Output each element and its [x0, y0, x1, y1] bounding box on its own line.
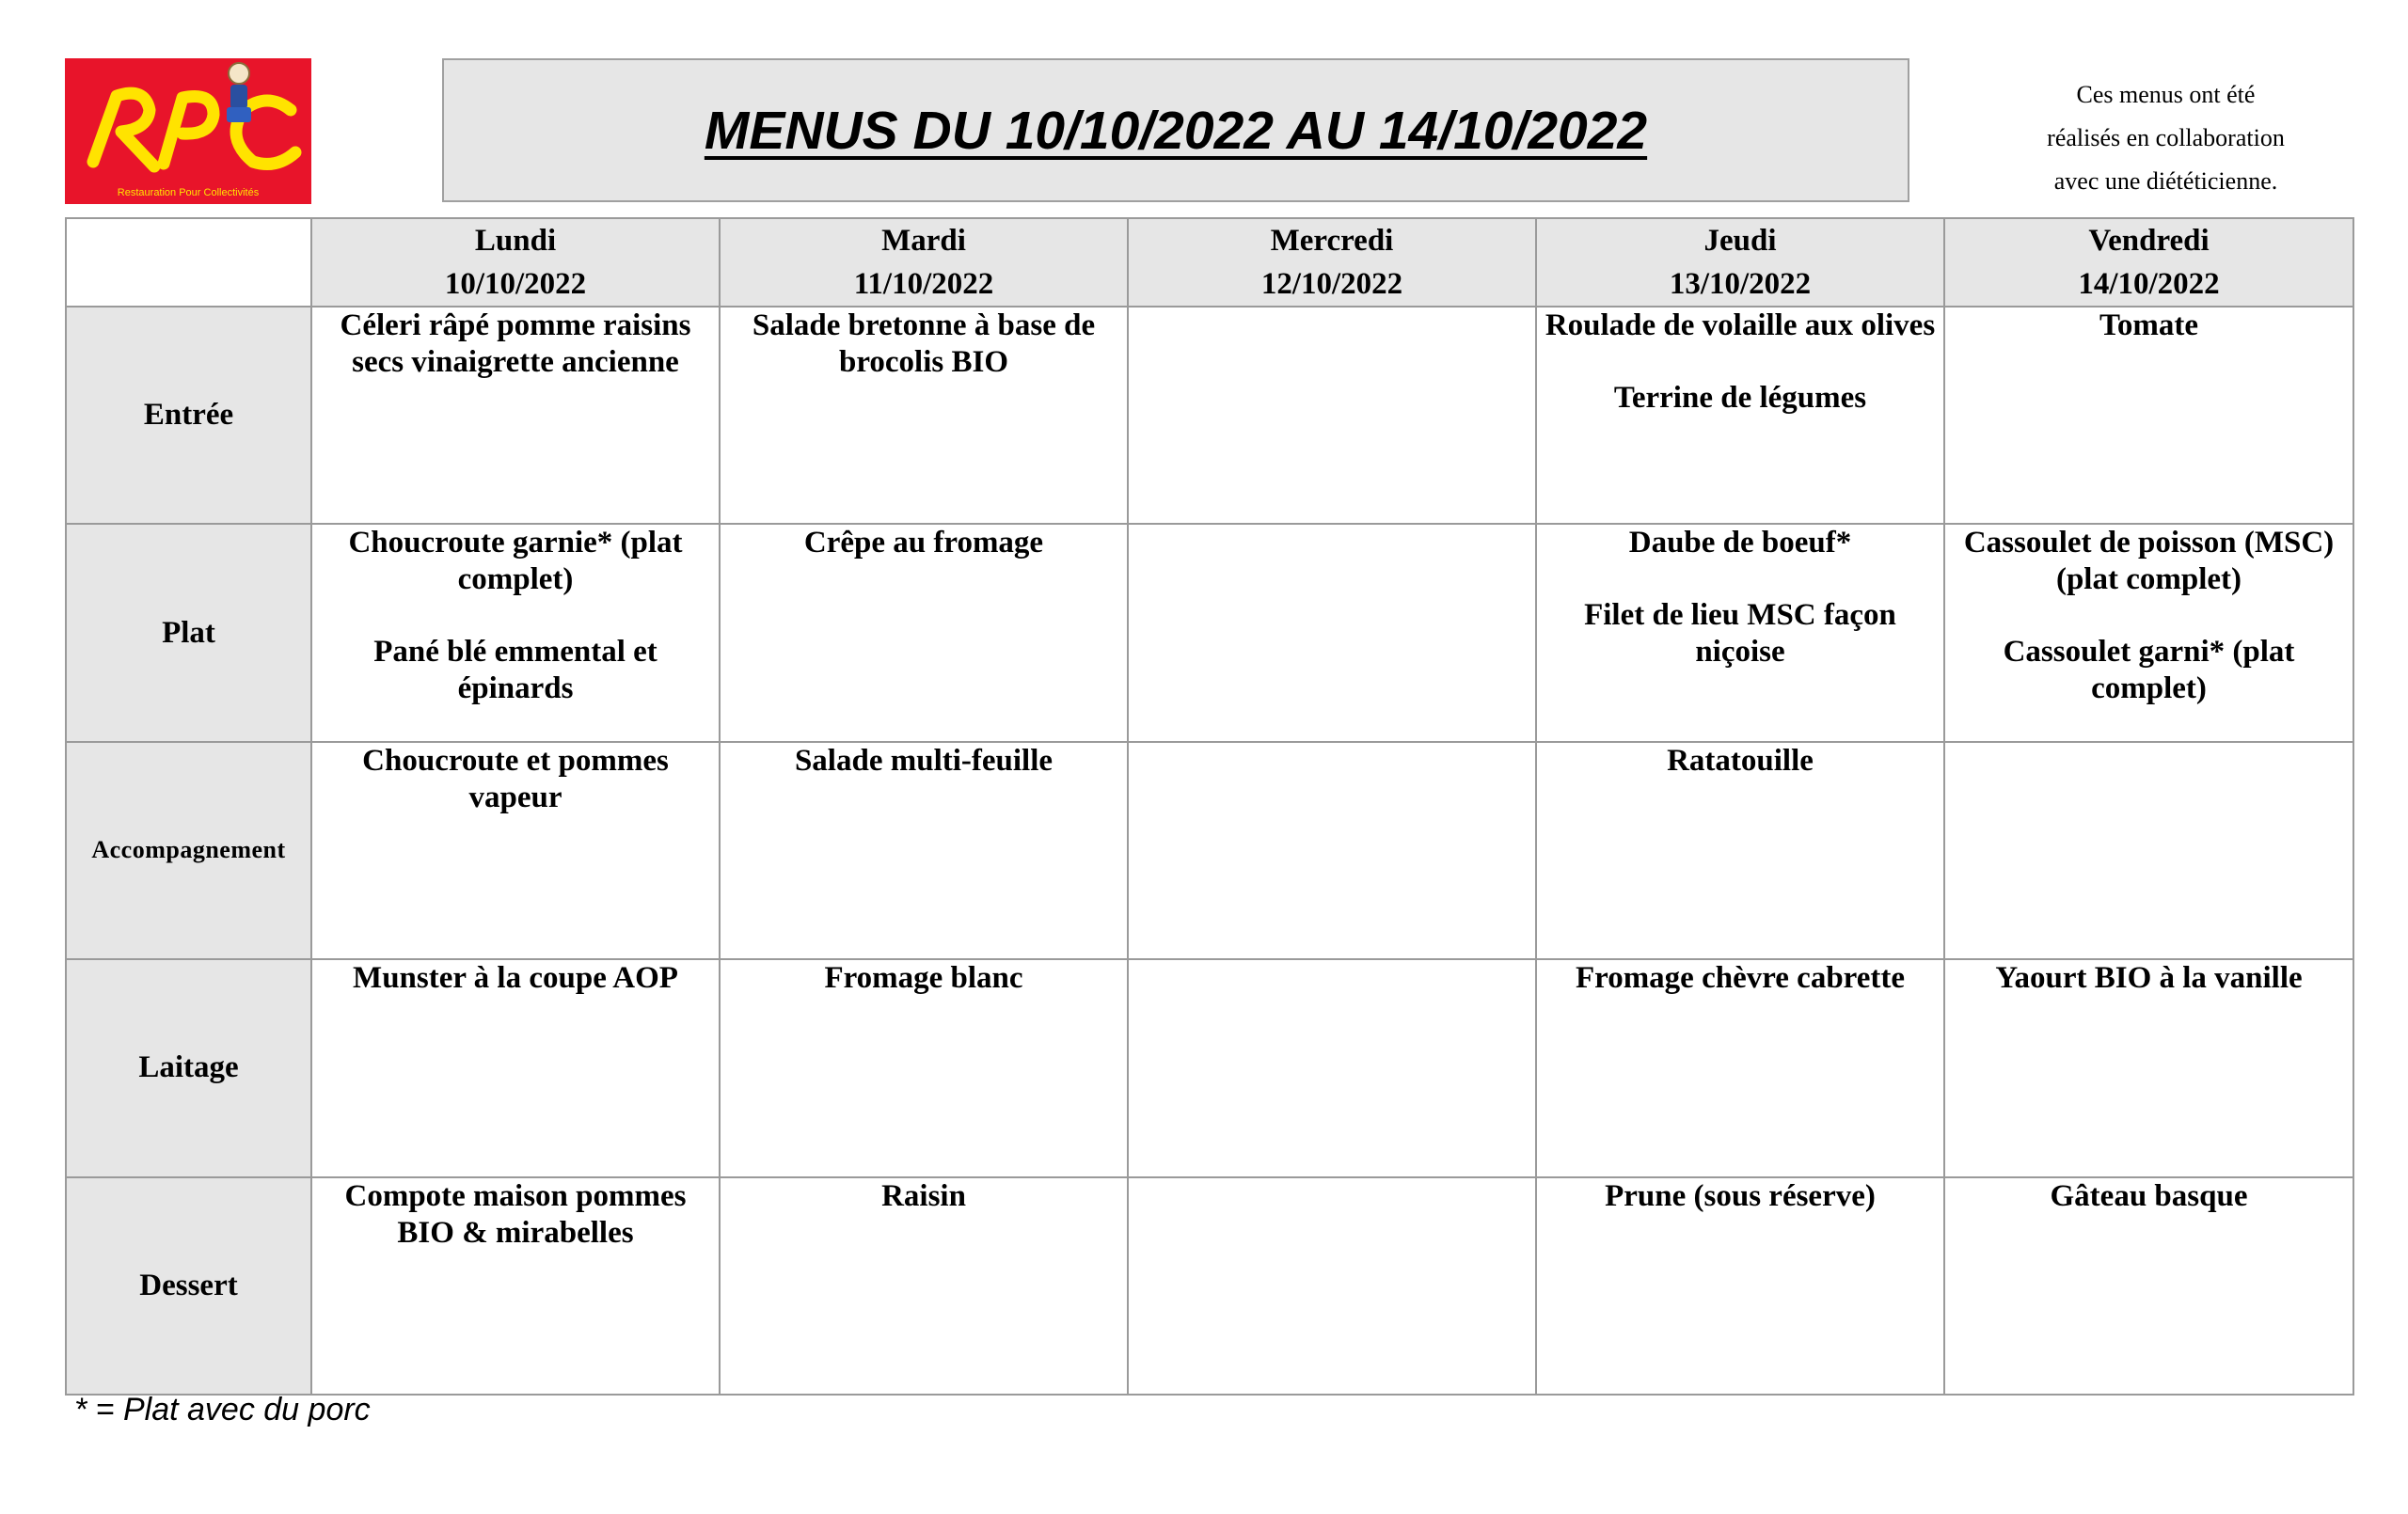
- menu-cell: [1536, 1177, 1944, 1395]
- dish: Yaourt BIO à la vanille: [1995, 961, 2303, 996]
- row-label: Dessert: [66, 1177, 311, 1395]
- menu-row-accompagnement: [66, 742, 2353, 959]
- logo-graphic: [65, 58, 311, 204]
- menu-cell: [1128, 307, 1536, 524]
- day-name: Lundi: [474, 224, 557, 258]
- dish: Tomate: [2099, 308, 2199, 342]
- day-header-mercredi: [1128, 218, 1536, 307]
- menu-row-laitage: [66, 959, 2353, 1176]
- menu-cell: [311, 524, 720, 741]
- menu-cell: [1128, 959, 1536, 1176]
- menu-cell: [1128, 524, 1536, 741]
- dish: Ratatouille: [1667, 743, 1814, 778]
- day-header-mardi: [720, 218, 1128, 307]
- dish: Crêpe au fromage: [803, 526, 1044, 560]
- dish: Munster à la coupe AOP: [353, 961, 678, 996]
- menu-cell: [1536, 524, 1944, 741]
- note-line: Ces menus ont été: [2076, 81, 2256, 108]
- menu-cell: [1944, 742, 2353, 959]
- dish: Choucroute et pommes vapeur: [362, 743, 669, 814]
- day-name: Vendredi: [2088, 224, 2210, 258]
- day-date: 14/10/2022: [2078, 267, 2220, 301]
- dish: Cassoulet garni* (plat complet): [2003, 635, 2295, 706]
- dish: Céleri râpé pomme raisins secs vinaigrette ancienne: [340, 308, 691, 379]
- menu-body: [66, 307, 2353, 1395]
- menu-cell: [720, 742, 1128, 959]
- menu-cell: [720, 1177, 1128, 1395]
- menu-cell: [1944, 307, 2353, 524]
- menu-cell: [720, 524, 1128, 741]
- page-title: MENUS DU 10/10/2022 AU 14/10/2022: [704, 100, 1648, 161]
- dish: Salade bretonne à base de brocolis BIO: [752, 308, 1096, 379]
- day-header-row: [66, 218, 2353, 307]
- menu-cell: [1944, 1177, 2353, 1395]
- dish: Gâteau basque: [2050, 1178, 2248, 1213]
- menu-cell: [1944, 524, 2353, 741]
- menu-cell: [311, 307, 720, 524]
- menu-cell: [1128, 1177, 1536, 1395]
- dish: Fromage chèvre cabrette: [1575, 961, 1905, 996]
- menu-cell: [1536, 742, 1944, 959]
- dish: Prune (sous réserve): [1605, 1178, 1876, 1213]
- dish: Filet de lieu MSC façon niçoise: [1584, 598, 1896, 670]
- day-header-jeudi: [1536, 218, 1944, 307]
- menu-cell: [720, 959, 1128, 1176]
- day-date: 10/10/2022: [444, 267, 587, 301]
- day-name: Mercredi: [1270, 224, 1394, 258]
- menu-row-plat: [66, 524, 2353, 741]
- dish: Raisin: [881, 1178, 966, 1213]
- footnote: * = Plat avec du porc: [74, 1392, 371, 1427]
- menu-cell: [1944, 959, 2353, 1176]
- note-line: avec une diététicienne.: [2053, 167, 2278, 195]
- day-date: 12/10/2022: [1260, 267, 1403, 301]
- note-line: réalisés en collaboration: [2047, 124, 2285, 151]
- row-label: Laitage: [66, 959, 311, 1176]
- dish: Choucroute garnie* (plat complet): [348, 526, 683, 597]
- dietitian-note: [1961, 73, 2370, 203]
- logo-subtitle: Restauration Pour Collectivités: [117, 187, 260, 198]
- menu-cell: [1536, 307, 1944, 524]
- row-label: Accompagnement: [66, 742, 311, 959]
- menu-cell: [311, 959, 720, 1176]
- day-name: Mardi: [881, 224, 966, 258]
- header-corner: [66, 218, 311, 307]
- menu-row-dessert: [66, 1177, 2353, 1395]
- menu-table: [65, 217, 2354, 1396]
- rpc-logo: [65, 58, 311, 204]
- menu-cell: [1128, 742, 1536, 959]
- dish: Compote maison pommes BIO & mirabelles: [344, 1178, 687, 1250]
- day-date: 13/10/2022: [1669, 267, 1812, 301]
- dish: Salade multi-feuille: [794, 743, 1054, 778]
- row-label: Plat: [66, 524, 311, 741]
- menu-cell: [311, 742, 720, 959]
- menu-cell: [1536, 959, 1944, 1176]
- menu-cell: [720, 307, 1128, 524]
- day-header-vendredi: [1944, 218, 2353, 307]
- day-header-lundi: [311, 218, 720, 307]
- row-label: Entrée: [66, 307, 311, 524]
- dish: Daube de boeuf*: [1628, 526, 1852, 560]
- title-box: [442, 58, 1909, 202]
- dish: Cassoulet de poisson (MSC) (plat complet): [1963, 526, 2335, 597]
- dish: Fromage blanc: [824, 961, 1023, 996]
- day-name: Jeudi: [1703, 224, 1777, 258]
- dish: Terrine de légumes: [1613, 381, 1867, 415]
- dish: Pané blé emmental et épinards: [373, 635, 657, 706]
- dish: Roulade de volaille aux olives: [1545, 308, 1936, 342]
- menu-row-entree: [66, 307, 2353, 524]
- day-date: 11/10/2022: [853, 267, 994, 301]
- menu-cell: [311, 1177, 720, 1395]
